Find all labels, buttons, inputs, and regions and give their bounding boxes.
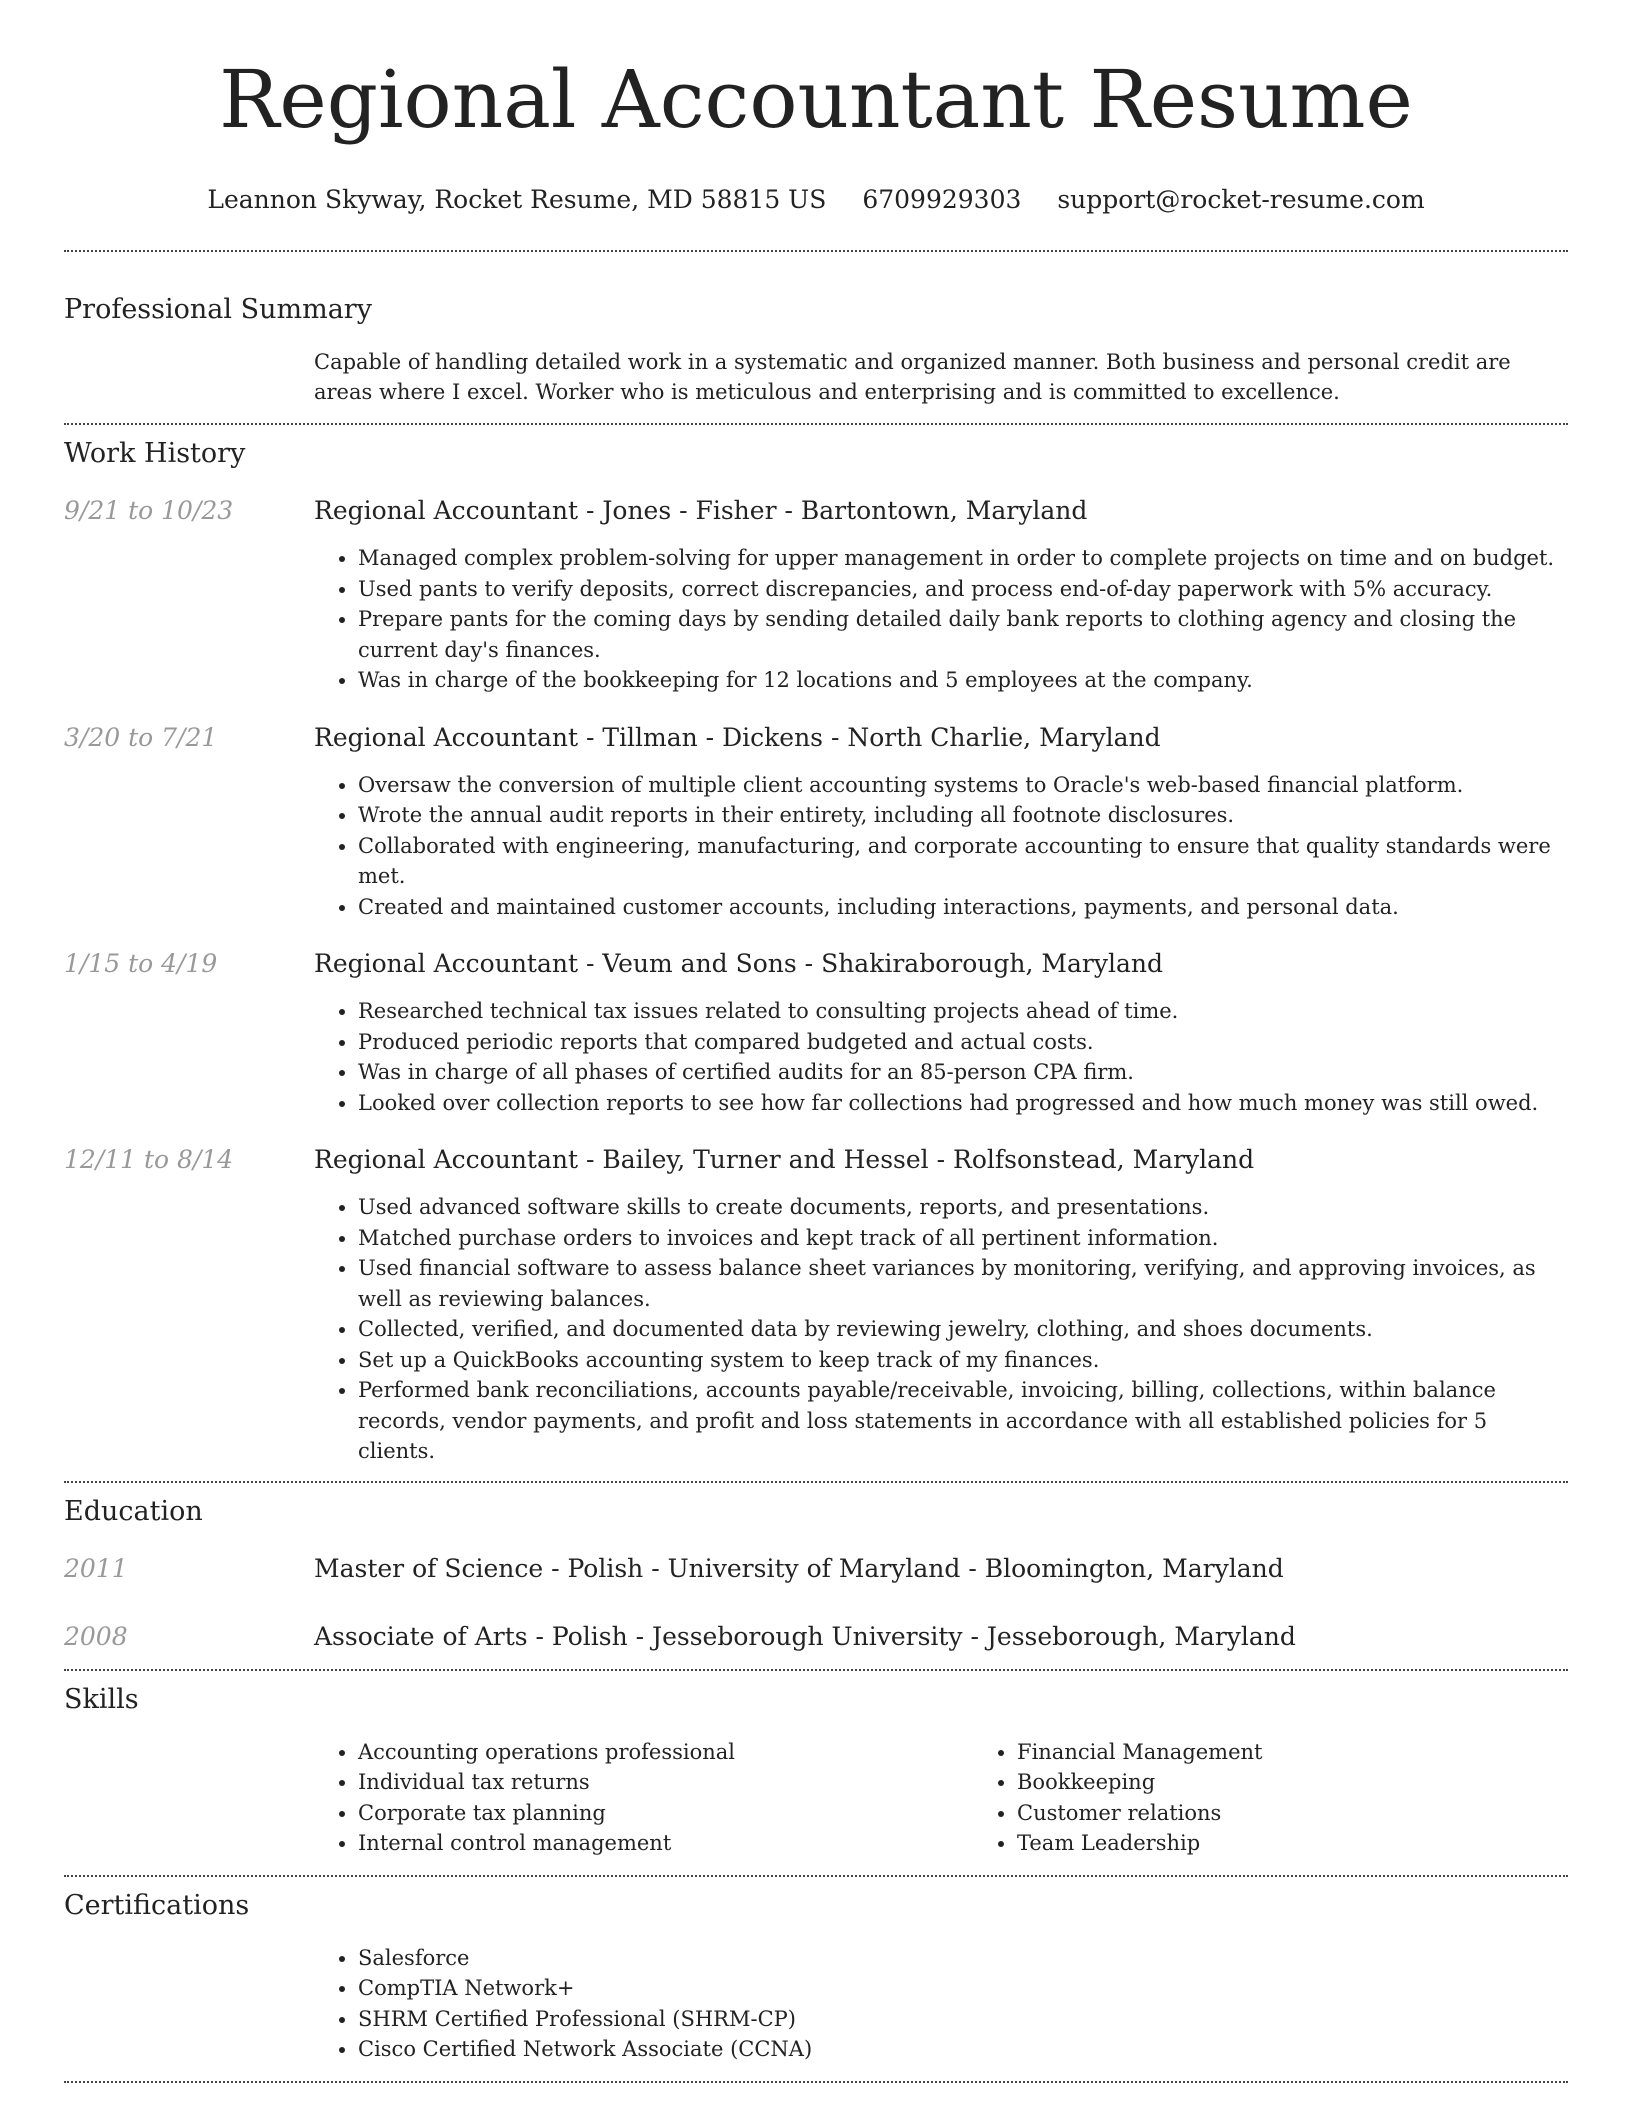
list-item: • Bookkeeping <box>1017 1767 1632 1798</box>
list-item: • Cisco Certified Network Associate (CCNA) <box>358 2034 1568 2065</box>
list-item: • Researched technical tax issues related to consulting projects ahead of time. <box>358 996 1568 1027</box>
education-section <box>64 1495 1568 1653</box>
list-item: • Customer relations <box>1017 1798 1632 1829</box>
summary-section <box>64 293 1568 407</box>
list-item: • Accounting operations professional <box>358 1737 973 1768</box>
contact-phone: 6709929303 <box>862 185 1022 214</box>
job-bullets <box>314 770 1568 923</box>
list-item: • SHRM Certified Professional (SHRM-CP) <box>358 2004 1568 2035</box>
list-item: • Produced periodic reports that compared budgeted and actual costs. <box>358 1027 1568 1058</box>
job-dates: 3/20 to 7/21 <box>64 722 218 752</box>
list-item: • Used advanced software skills to create documents, reports, and presentations. <box>358 1192 1568 1223</box>
list-item: • Was in charge of all phases of certified audits for an 85-person CPA firm. <box>358 1057 1568 1088</box>
job-bullets <box>314 996 1568 1118</box>
list-item: • Set up a QuickBooks accounting system to keep track of my finances. <box>358 1345 1568 1376</box>
education-title: Master of Science - Polish - University of Maryland - Bloomington, Maryland <box>314 1553 1284 1583</box>
list-item: • CompTIA Network+ <box>358 1973 1568 2004</box>
certifications-section <box>64 1889 1568 2065</box>
work-section <box>64 437 1568 1467</box>
divider <box>64 1875 1568 1877</box>
job-dates: 1/15 to 4/19 <box>64 949 218 978</box>
list-item: • Looked over collection reports to see how far collections had progressed and how much money was still owed. <box>358 1088 1568 1119</box>
education-entry <box>64 1553 1568 1585</box>
job-bullets <box>314 1192 1568 1467</box>
divider <box>64 1669 1568 1671</box>
job-dates: 9/21 to 10/23 <box>64 496 234 525</box>
list-item: • Collaborated with engineering, manufacturing, and corporate accounting to ensure that quality standards were met. <box>358 831 1568 892</box>
job-title: Regional Accountant - Bailey, Turner and Hessel - Rolfsonstead, Maryland <box>314 1145 1255 1174</box>
section-title-certifications: Certifications <box>64 1889 250 1921</box>
certifications-spacer <box>64 1943 314 2065</box>
job-entry <box>64 495 1568 696</box>
section-title-education: Education <box>64 1495 203 1527</box>
job-title: Regional Accountant - Tillman - Dickens - North Charlie, Maryland <box>314 722 1161 752</box>
contact-address: Leannon Skyway, Rocket Resume, MD 58815 US <box>207 185 827 214</box>
education-title: Associate of Arts - Polish - Jesseborough University - Jesseborough, Maryland <box>314 1621 1296 1651</box>
list-item: • Corporate tax planning <box>358 1798 973 1829</box>
list-item: • Prepare pants for the coming days by sending detailed daily bank reports to clothing agency and closing the current day's finances. <box>358 604 1568 665</box>
job-entry <box>64 1144 1568 1467</box>
summary-text: Capable of handling detailed work in a systematic and organized manner. Both business and personal credit are areas where I excel. Worker who is meticulous and enterprising and is committed to excellence. <box>314 350 1511 404</box>
education-entry <box>64 1621 1568 1653</box>
list-item: • Wrote the annual audit reports in their entirety, including all footnote disclosures. <box>358 800 1568 831</box>
education-year: 2011 <box>64 1553 128 1583</box>
job-entry <box>64 722 1568 923</box>
skills-section <box>64 1683 1568 1859</box>
list-item: • Collected, verified, and documented data by reviewing jewelry, clothing, and shoes documents. <box>358 1314 1568 1345</box>
list-item: • Internal control management <box>358 1828 973 1859</box>
skills-spacer <box>64 1737 314 1859</box>
list-item: • Created and maintained customer accounts, including interactions, payments, and personal data. <box>358 892 1568 923</box>
job-title: Regional Accountant - Veum and Sons - Shakiraborough, Maryland <box>314 949 1163 978</box>
list-item: • Managed complex problem-solving for upper management in order to complete projects on time and on budget. <box>358 543 1568 574</box>
contact-email: support@rocket-resume.com <box>1057 185 1425 214</box>
list-item: • Was in charge of the bookkeeping for 12 locations and 5 employees at the company. <box>358 665 1568 696</box>
list-item: • Salesforce <box>358 1943 1568 1974</box>
section-title-summary: Professional Summary <box>64 294 372 325</box>
job-dates: 12/11 to 8/14 <box>64 1145 234 1174</box>
section-title-skills: Skills <box>64 1683 139 1715</box>
skills-list-right <box>973 1737 1632 1859</box>
list-item: • Used pants to verify deposits, correct discrepancies, and process end-of-day paperwork with 5% accuracy. <box>358 574 1568 605</box>
divider <box>64 250 1568 252</box>
list-item: • Used financial software to assess balance sheet variances by monitoring, verifying, and approving invoices, as well as reviewing balances. <box>358 1253 1568 1314</box>
list-item: • Oversaw the conversion of multiple client accounting systems to Oracle's web-based financial platform. <box>358 770 1568 801</box>
section-title-work: Work History <box>64 438 246 469</box>
job-entry <box>64 948 1568 1118</box>
list-item: • Matched purchase orders to invoices and kept track of all pertinent information. <box>358 1223 1568 1254</box>
divider <box>64 1481 1568 1483</box>
job-title: Regional Accountant - Jones - Fisher - Bartontown, Maryland <box>314 496 1088 525</box>
list-item: • Financial Management <box>1017 1737 1632 1768</box>
divider <box>64 2081 1568 2083</box>
summary-spacer <box>64 347 314 407</box>
list-item: • Performed bank reconciliations, accounts payable/receivable, invoicing, billing, collections, within balance records, vendor payments, and profit and loss statements in accordance with all established policies for 5 clients. <box>358 1375 1568 1467</box>
skills-list-left <box>314 1737 973 1859</box>
education-year: 2008 <box>64 1621 128 1651</box>
list-item: • Individual tax returns <box>358 1767 973 1798</box>
page-title: Regional Accountant Resume <box>219 53 1413 146</box>
contact-line <box>64 184 1568 216</box>
list-item: • Team Leadership <box>1017 1828 1632 1859</box>
job-bullets <box>314 543 1568 696</box>
divider <box>64 423 1568 425</box>
certifications-list <box>314 1943 1568 2065</box>
